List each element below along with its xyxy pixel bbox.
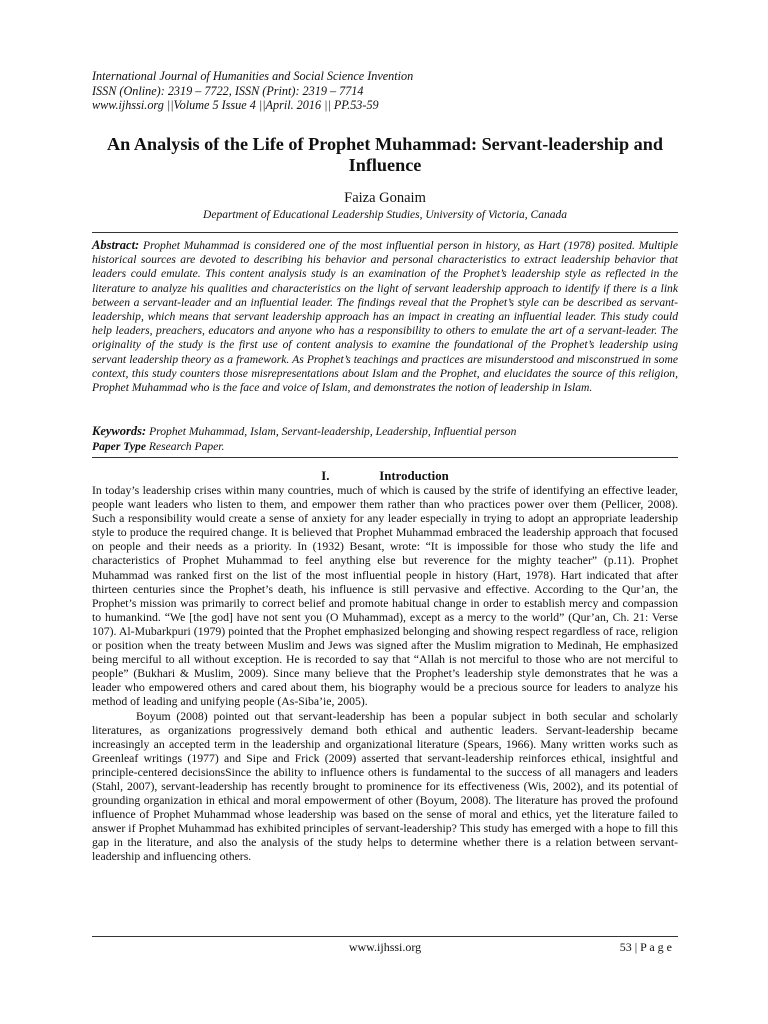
keywords-label: Keywords:	[92, 424, 147, 438]
paper-title: An Analysis of the Life of Prophet Muhammad: Servant-leadership and Influence	[107, 134, 663, 175]
journal-issue-line: www.ijhssi.org ||Volume 5 Issue 4 ||April. 2016 || PP.53-59	[92, 98, 379, 113]
paper-type	[92, 440, 678, 454]
author-affiliation: Department of Educational Leadership Studies, University of Victoria, Canada	[203, 209, 567, 221]
abstract-label: Abstract:	[92, 238, 140, 252]
abstract	[92, 238, 678, 395]
footer-divider	[92, 936, 678, 937]
section-number: I.	[321, 469, 330, 483]
body-paragraph: In today’s leadership crises within many countries, much of which is caused by the strife of identifying an effective leader, people want leaders who listen to them, and empower them rather than who practices power over them (Pellicer, 2008). Such a responsibility would create a sense of anxiety for any leader especially in trying to adopt an appropriate leadership style to produce the required change. It is believed that Prophet Muhammad embraced the leadership approach that focused on people and their needs as a priority. In (1932) Besant, wrote: “It is impossible for those who study the life and characteristics of Prophet Muhammad to feel anything else but reverence for the mighty teacher” (p.11). Prophet Muhammad was ranked first on the list of the most influential people in history (Hart, 1978). Hart indicated that after thirteen centuries since the Prophet’s death, his influence is still pervasive and effective. According to the Qur’an, the Prophet’s mission was primarily to correct belief and promote habitual change in order to establish mercy and compassion to humankind. “We [the god] have not sent you (O Muhammad), except as a mercy to the world” (Qur’an, Ch. 21: Verse 107). Al-Mubarkpuri (1979) pointed that the Prophet emphasized belonging and showing respect regardless of race, religion or position when the treaty between Muslim and Jews was signed after the Muslim migration to Medinah, He emphasized being merciful to all without exception. He is recorded to say that “Allah is not merciful to those who are not merciful to people” (Bukhari & Muslim, 2009). Since many believe that the Prophet’s leadership style demonstrates that he was a leader who empowered others and cared about them, his biography would be a precious source for leaders to analyze his method of leading and unifying people (As-Siba’ie, 2005).	[92, 484, 678, 709]
abstract-text: Prophet Muhammad is considered one of the most influential person in history, as Hart (1978) posited. Multiple historical sources are devoted to describing his behavior and personal characteristics to extract leadership behavior that leaders could emulate. This content analysis study is an examination of the Prophet’s leadership style as reflected in the literature to analyze his qualities and characteristics on the light of servant leadership approach to identify if there is a link between a servant-leader and an influential leader. The findings reveal that the Prophet’s style can be described as servant-leadership, which means that servant leadership approach has an impact in creating an influential leader. This study could help leaders, preachers, educators and anyone who has a responsibility to others to emulate the art of a servant-leader. The originality of the study is the first use of content analysis to examine the foundational of the Prophet’s leadership using servant leadership theory as a framework. As Prophet’s teachings and practices are misunderstood and misconstrued in some context, this study counters those misrepresentations about Islam and the Prophet, and elucidates the source of this religion, Prophet Muhammad who is the face and voice of Islam, and demonstrates the notion of leadership in Islam.	[92, 239, 678, 395]
section-title: Introduction	[379, 469, 449, 483]
footer-website: www.ijhssi.org	[348, 940, 422, 954]
footer-page-number: 53 | P a g e	[619, 940, 672, 954]
keywords	[92, 424, 678, 439]
section-heading	[92, 469, 678, 484]
header-divider	[92, 232, 678, 233]
paper-author: Faiza Gonaim	[344, 190, 426, 206]
journal-issn: ISSN (Online): 2319 – 7722, ISSN (Print): 2319 – 7714	[92, 83, 364, 98]
body-paragraph: Boyum (2008) pointed out that servant-leadership has been a popular subject in both secular and scholarly literatures, as organizations progressively demand both ethical and authentic leaders. Servant-leadership became increasingly an accepted term in the leadership and organizational literature (Spears, 1966). Many written works such as Greenleaf writings (1977) and Sipe and Frick (2009) asserted that servant-leadership reinforces ethical, insightful and principle-centered decisionsSince the ability to influence others is fundamental to the success of all managers and leaders (Stahl, 2007), servant-leadership has recently brought to prominence for its effectiveness (Wis, 2002), and its potential of grounding organization in ethical and moral empowerment of other (Boyum, 2008). The literature has proved the profound influence of Prophet Muhammad whose leadership was based on the sense of moral and ethics, yet the literature failed to answer if Prophet Muhammad has exhibited principles of servant-leadership? This study has emerged with a hope to fill this gap in the literature, and also the analysis of the study helps to determine whether there is a relation between servant-leadership and influencing others.	[92, 709, 678, 864]
keywords-text: Prophet Muhammad, Islam, Servant-leadership, Leadership, Influential person	[146, 425, 517, 438]
body-text	[92, 484, 678, 865]
paper-type-label: Paper Type	[92, 440, 146, 453]
journal-name: International Journal of Humanities and Social Science Invention	[92, 69, 414, 83]
abstract-divider	[92, 457, 678, 458]
journal-header	[92, 69, 682, 113]
paper-type-text: Research Paper.	[145, 440, 225, 453]
